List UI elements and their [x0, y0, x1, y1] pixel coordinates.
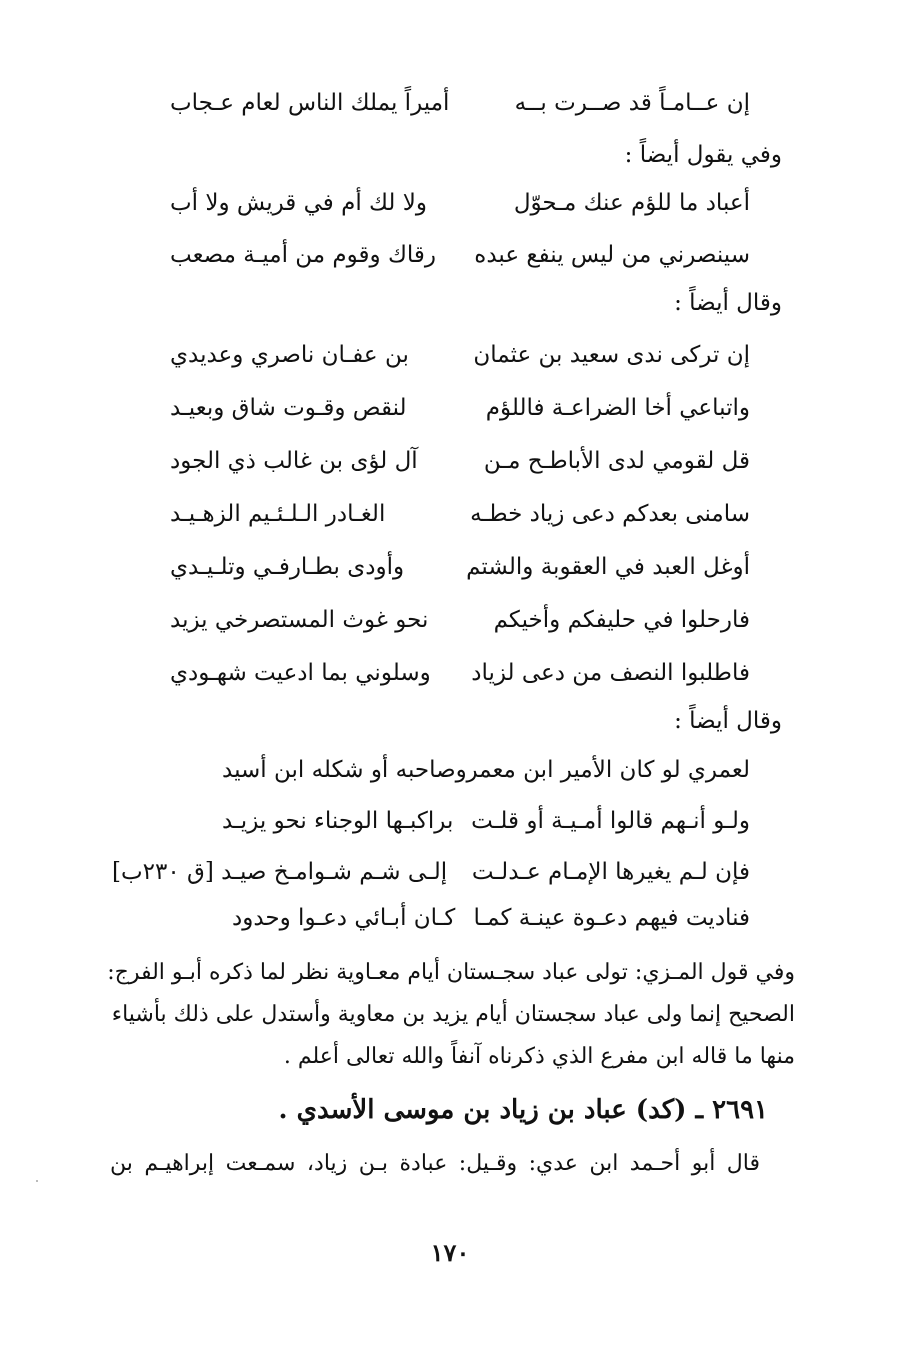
verse-hemistich-second: براكبـها الوجناء نحو يزيـد: [222, 808, 454, 834]
verse-hemistich-first: فاطلبوا النصف من دعى لزياد: [471, 660, 750, 686]
verse-hemistich-first: ولـو أنـهم قالوا أمـيـة أو قلـت: [471, 808, 750, 834]
verse-hemistich-second: ولا لك أم في قريش ولا أب: [170, 190, 427, 216]
intro-line: وقال أيضاً :: [674, 708, 782, 734]
verse-hemistich-first: أعباد ما للؤم عنك مـحوّل: [513, 190, 750, 216]
commentary-line: منها ما قاله ابن مفرع الذي ذكرناه آنفاً والله تعالى أعلم .: [283, 1044, 795, 1069]
intro-line: وفي يقول أيضاً :: [624, 142, 782, 168]
verse-hemistich-second: آل لؤى بن غالب ذي الجود: [170, 448, 418, 474]
commentary-line: وفي قول المـزي: تولى عباد سجـستان أيام معـاوية نظر لما ذكره أبـو الفرج:: [107, 960, 795, 985]
verse-hemistich-first: قل لقومي لدى الأباطـح مـن: [483, 448, 750, 474]
verse-hemistich-first: إن عــامـاً قد صــرت بــه: [514, 90, 750, 116]
scan-speck: [36, 1180, 38, 1182]
entry-text: قال أبو أحـمد ابن عدي: وقـيل: عبادة بـن زياد، سمـعت إبراهيـم بن: [110, 1151, 760, 1176]
intro-line: وقال أيضاً :: [674, 290, 782, 316]
verse-hemistich-second: وسلوني بما ادعيت شهـودي: [170, 660, 431, 686]
verse-hemistich-second: لنقص وقـوت شاق وبعيـد: [170, 395, 407, 421]
verse-hemistich-second: نحو غوث المستصرخي يزيد: [170, 607, 429, 633]
verse-hemistich-first: أوغل العبد في العقوبة والشتم: [466, 554, 750, 580]
page-number: ١٧٠: [430, 1238, 470, 1267]
verse-hemistich-second: بن عفـان ناصري وعديدي: [170, 342, 409, 368]
verse-hemistich-first: فإن لـم يغيرها الإمـام عـدلـت: [471, 859, 750, 885]
verse-hemistich-first: لعمري لو كان الأمير ابن معمر: [466, 757, 750, 783]
verse-hemistich-second: أميراً يملك الناس لعام عـجاب: [170, 90, 450, 116]
commentary-line: الصحيح إنما ولى عباد سجستان أيام يزيد بن معاوية وأستدل على ذلك بأشياء: [111, 1002, 795, 1027]
entry-heading: ٢٦٩١ ـ (كد) عباد بن زياد بن موسى الأسدي .: [278, 1095, 768, 1125]
verse-hemistich-second: الغـادر الـلـئـيم الزهـيـد: [170, 501, 386, 527]
verse-hemistich-first: فارحلوا في حليفكم وأخيكم: [493, 607, 750, 633]
verse-hemistich-first: فناديت فيهم دعـوة عينـة كمـا: [473, 905, 750, 931]
verse-hemistich-second: رقاك وقوم من أميـة مصعب: [170, 242, 437, 268]
verse-hemistich-first: إن تركى ندى سعيد بن عثمان: [473, 342, 750, 368]
verse-hemistich-second: وصاحبه أو شكله ابن أسيد: [222, 757, 467, 783]
verse-hemistich-second: إلـى شـم شـوامـخ صيـد [ق ٢٣٠ب]: [112, 859, 448, 885]
verse-hemistich-second: كـان أبـائي دعـوا وحدود: [232, 905, 456, 931]
verse-hemistich-second: وأودى بطـارفـي وتلـيـدي: [170, 554, 405, 580]
verse-hemistich-first: سامنى بعدكم دعى زياد خطـه: [470, 501, 750, 527]
verse-hemistich-first: واتباعي أخا الضراعـة فاللؤم: [485, 395, 750, 421]
verse-hemistich-first: سينصرني من ليس ينفع عبده: [474, 242, 750, 268]
